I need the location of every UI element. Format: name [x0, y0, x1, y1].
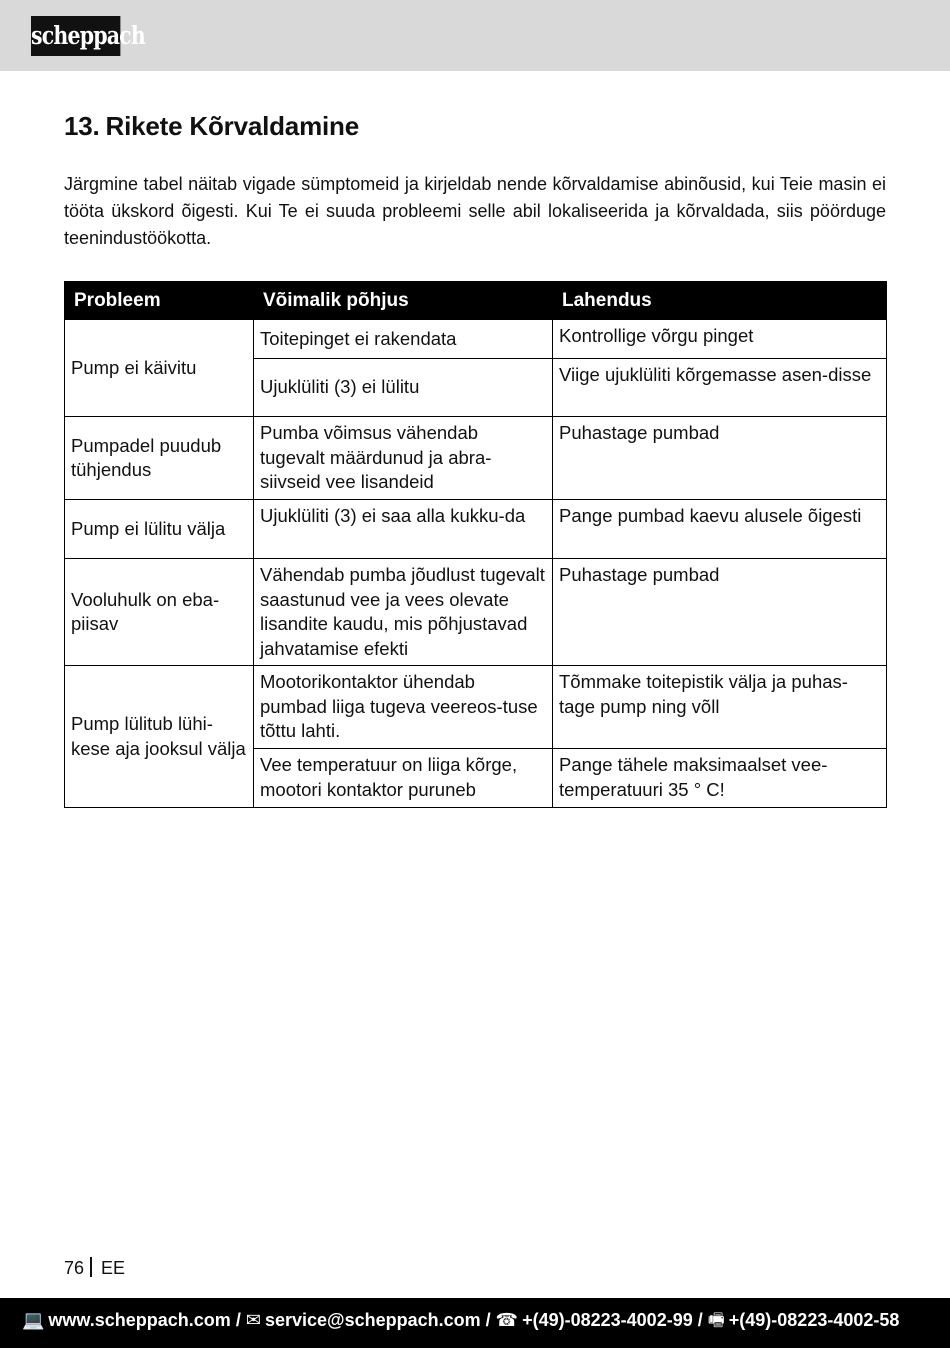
cause-cell: Ujuklüliti (3) ei saa alla kukku-da — [254, 500, 553, 559]
solution-cell: Puhastage pumbad — [553, 417, 887, 500]
solution-cell: Viige ujuklüliti kõrgemasse asen-disse — [553, 359, 887, 417]
page-divider — [90, 1257, 92, 1277]
computer-icon: 💻 — [22, 1310, 45, 1330]
language-code: EE — [101, 1258, 126, 1278]
table-header-row — [65, 282, 887, 320]
header-solution: Lahendus — [553, 282, 887, 320]
separator: / — [697, 1310, 703, 1330]
header-cause: Võimalik põhjus — [254, 282, 553, 320]
separator: / — [485, 1310, 491, 1330]
problem-cell: Pump lülitub lühi-kese aja jooksul välja — [65, 666, 254, 808]
cause-cell: Vähendab pumba jõudlust tugevalt saastunud vee ja vees olevate lisandite kaudu, mis põhjustavad jahvatamise efekti — [254, 559, 553, 666]
problem-cell: Pump ei lülitu välja — [65, 500, 254, 559]
fax-icon: 🖷 — [707, 1310, 725, 1330]
cause-cell: Vee temperatuur on liiga kõrge, mootori kontaktor puruneb — [254, 749, 553, 808]
solution-cell: Puhastage pumbad — [553, 559, 887, 666]
problem-cell: Pump ei käivitu — [65, 320, 254, 417]
solution-cell: Pange pumbad kaevu alusele õigesti — [553, 500, 887, 559]
page-number: 76 — [64, 1258, 85, 1278]
cause-cell: Pumba võimsus vähendab tugevalt määrdunud ja abra-siivseid vee lisandeid — [254, 417, 553, 500]
section-number: 13. — [64, 111, 100, 141]
intro-paragraph: Järgmine tabel näitab vigade sümptomeid ja kirjeldab nende kõrvaldamise abinõusid, kui Teie masin ei tööta ükskord õigesti. Kui Te ei suuda probleemi selle abil lokaliseerida ja kõrvaldada, siis pöörduge teenindustöökotta. — [64, 174, 886, 248]
separator: / — [235, 1310, 241, 1330]
table-row — [65, 500, 887, 559]
cause-cell: Toitepinget ei rakendata — [254, 320, 553, 359]
troubleshooting-table — [64, 281, 887, 808]
solution-cell: Pange tähele maksimaalset vee-temperatuuri 35 ° C! — [553, 749, 887, 808]
section-title — [64, 111, 359, 142]
header-problem: Probleem — [65, 282, 254, 320]
envelope-icon: ✉ — [245, 1310, 261, 1330]
problem-cell: Vooluhulk on eba-piisav — [65, 559, 254, 666]
table-row — [65, 320, 887, 359]
website-link[interactable]: www.scheppach.com — [48, 1310, 231, 1330]
cause-cell: Ujuklüliti (3) ei lülitu — [254, 359, 553, 417]
solution-cell: Tõmmake toitepistik välja ja puhas-tage pump ning võll — [553, 666, 887, 749]
table-row — [65, 666, 887, 749]
fax-number: +(49)-08223-4002-58 — [728, 1310, 900, 1330]
table-row — [65, 417, 887, 500]
table-row — [65, 559, 887, 666]
contact-bar — [0, 1298, 950, 1348]
problem-cell: Pumpadel puudub tühjendus — [65, 417, 254, 500]
phone-icon: ☎ — [495, 1310, 519, 1330]
email-link[interactable]: service@scheppach.com — [264, 1310, 481, 1330]
cause-cell: Mootorikontaktor ühendab pumbad liiga tugeva veereos-tuse tõttu lahti. — [254, 666, 553, 749]
page-footer — [64, 1257, 125, 1279]
phone-number[interactable]: +(49)-08223-4002-99 — [522, 1310, 693, 1330]
section-title-text: Rikete Kõrvaldamine — [105, 111, 359, 141]
scheppach-logo: scheppach — [31, 16, 120, 56]
solution-cell: Kontrollige võrgu pinget — [553, 320, 887, 359]
